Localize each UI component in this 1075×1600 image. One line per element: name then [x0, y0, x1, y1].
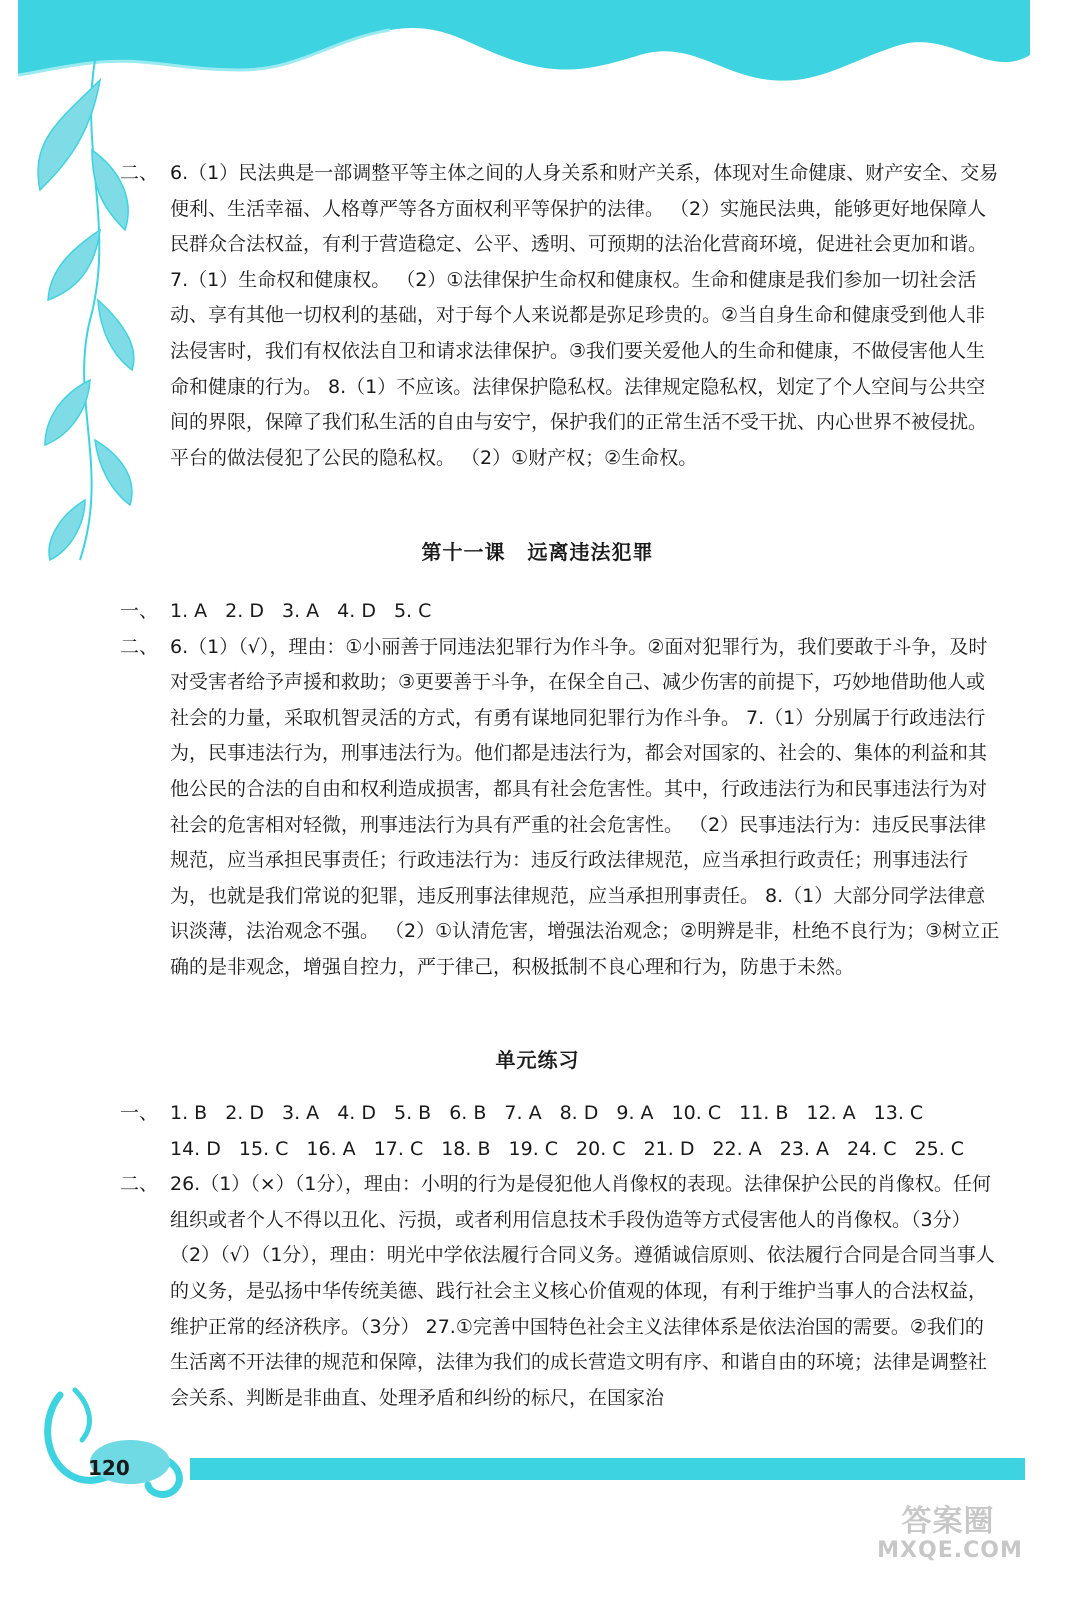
mc-answer: 5. C: [393, 600, 432, 622]
mc-answer: 23. A: [779, 1137, 829, 1160]
mc-list: [170, 600, 449, 622]
unit-answers: [120, 1096, 1000, 1416]
answer-paragraph: [120, 1167, 1000, 1416]
mc-list: [170, 1102, 982, 1160]
lesson-name: 远离违法犯罪: [527, 540, 654, 564]
mc-answer: 22. A: [712, 1137, 762, 1160]
mc-answer: 25. C: [914, 1137, 965, 1160]
footer-bar: [190, 1458, 1025, 1480]
mc-answers: [120, 1096, 1000, 1167]
mc-answer: 13. C: [873, 1102, 924, 1124]
mc-answer: 17. C: [373, 1137, 424, 1160]
mc-answer: 3. A: [282, 1102, 320, 1124]
lesson-title: [0, 536, 1075, 565]
mc-answer: 20. C: [576, 1137, 626, 1160]
mc-answer: 4. D: [337, 600, 376, 622]
answer-text: 6.（1）（√），理由：①小丽善于同违法犯罪行为作斗争。②面对犯罪行为，我们要敢于斗争，及时对受害者给予声援和救助；③更要善于斗争，在保全自己、减少伤害的前提下，巧妙地借助他人或社会的力量，采取机智灵活的方式，有勇有谋地同犯罪行为作斗争。 7.（1）分别属于行政违法行为，民事违法行为，刑事违法行为。他们都是违法行为，都会对国家的、社会的、集体的利益和其他公民的合法的自由和权利造成损害，都具有社会危害性。其中，行政违法行为和民事违法行为对社会的危害相对轻微，刑事违法行为具有严重的社会危害性。 （2）民事违法行为：违反民事法律规范，应当承担民事责任；行政违法行为：违反行政法律规范，应当承担行政责任；刑事违法行为，也就是我们常说的犯罪，违反刑事法律规范，应当承担刑事责任。 8.（1）大部分同学法律意识淡薄，法治观念不强。 （2）①认清危害，增强法治观念；②明辨是非，杜绝不良行为；③树立正确的是非观念，增强自控力，严于律己，积极抵制不良心理和行为，防患于未然。: [170, 635, 1000, 978]
mc-answer: 21. D: [643, 1137, 695, 1160]
unit-title: 单元练习: [495, 1048, 580, 1072]
mc-answer: 3. A: [281, 600, 320, 622]
question-group-label: 二、: [120, 1173, 159, 1196]
mc-answer: 4. D: [337, 1102, 376, 1124]
question-group-label: 一、: [120, 600, 159, 622]
mc-answer: 1. B: [170, 1102, 208, 1124]
mc-answer: 15. C: [238, 1137, 289, 1160]
mc-answer: 11. B: [739, 1102, 789, 1124]
mc-answer: 16. A: [306, 1137, 356, 1160]
answer-paragraph: [120, 156, 1000, 476]
mc-answer: 12. A: [806, 1102, 856, 1124]
mc-answer: 2. D: [225, 1102, 265, 1124]
mc-answers: [120, 594, 1000, 630]
mc-answer: 14. D: [170, 1137, 221, 1160]
mc-answer: 2. D: [225, 600, 264, 622]
mc-answer: 1. A: [170, 600, 208, 622]
section-answers-1: [120, 156, 1000, 476]
answer-text: 26.（1）（×）（1分），理由：小明的行为是侵犯他人肖像权的表现。法律保护公民的肖像权。任何组织或者个人不得以丑化、污损，或者利用信息技术手段伪造等方式侵害他人的肖像权。（3分） （2）（√）（1分），理由：明光中学依法履行合同义务。遵循诚信原则、依法履行合同是合同当事人的义务，是弘扬中华传统美德、践行社会主义核心价值观的体现，有利于维护当事人的合法权益，维护正常的经济秩序。（3分） 27.①完善中国特色社会主义法律体系是依法治国的需要。②我们的生活离不开法律的规范和保障，法律为我们的成长营造文明有序、和谐自由的环境；法律是调整社会关系、判断是非曲直、处理矛盾和纠纷的标尺，在国家治: [170, 1173, 995, 1409]
top-wave-banner: [18, 0, 1030, 81]
mc-answer: 8. D: [559, 1102, 599, 1124]
page-number: 120: [88, 1456, 130, 1480]
question-group-label: 一、: [120, 1102, 159, 1124]
mc-answer: 5. B: [394, 1102, 432, 1124]
lesson-number: 第十一课: [421, 540, 506, 564]
mc-answer: 6. B: [449, 1102, 487, 1124]
watermark-url: MXQE.COM: [877, 1538, 1023, 1563]
mc-answer: 24. C: [847, 1137, 897, 1160]
mc-answer: 18. B: [441, 1137, 491, 1160]
answer-text: 6.（1）民法典是一部调整平等主体之间的人身关系和财产关系，体现对生命健康、财产安全、交易便利、生活幸福、人格尊严等各方面权利平等保护的法律。 （2）实施民法典，能够更好地保障人民群众合法权益，有利于营造稳定、公平、透明、可预期的法治化营商环境，促进社会更加和谐。 7.（1）生命权和健康权。 （2）①法律保护生命权和健康权。生命和健康是我们参加一切社会活动、享有其他一切权利的基础，对于每个人来说都是弥足珍贵的。②当自身生命和健康受到他人非法侵害时，我们有权依法自卫和请求法律保护。③我们要关爱他人的生命和健康，不做侵害他人生命和健康的行为。 8.（1）不应该。法律保护隐私权。法律规定隐私权，划定了个人空间与公共空间的界限，保障了我们私生活的自由与安宁，保护我们的正常生活不受干扰、内心世界不被侵扰。平台的做法侵犯了公民的隐私权。 （2）①财产权；②生命权。: [170, 162, 999, 469]
mc-answer: 9. A: [616, 1102, 654, 1124]
mc-answer: 10. C: [671, 1102, 722, 1124]
lesson11-answers: [120, 594, 1000, 986]
watermark-logo: 答案圈: [901, 1504, 995, 1539]
question-group-label: 二、: [120, 635, 159, 658]
mc-answer: 7. A: [504, 1102, 542, 1124]
mc-answer: 19. C: [508, 1137, 559, 1160]
question-group-label: 二、: [120, 162, 159, 184]
answer-paragraph: [120, 630, 1000, 986]
